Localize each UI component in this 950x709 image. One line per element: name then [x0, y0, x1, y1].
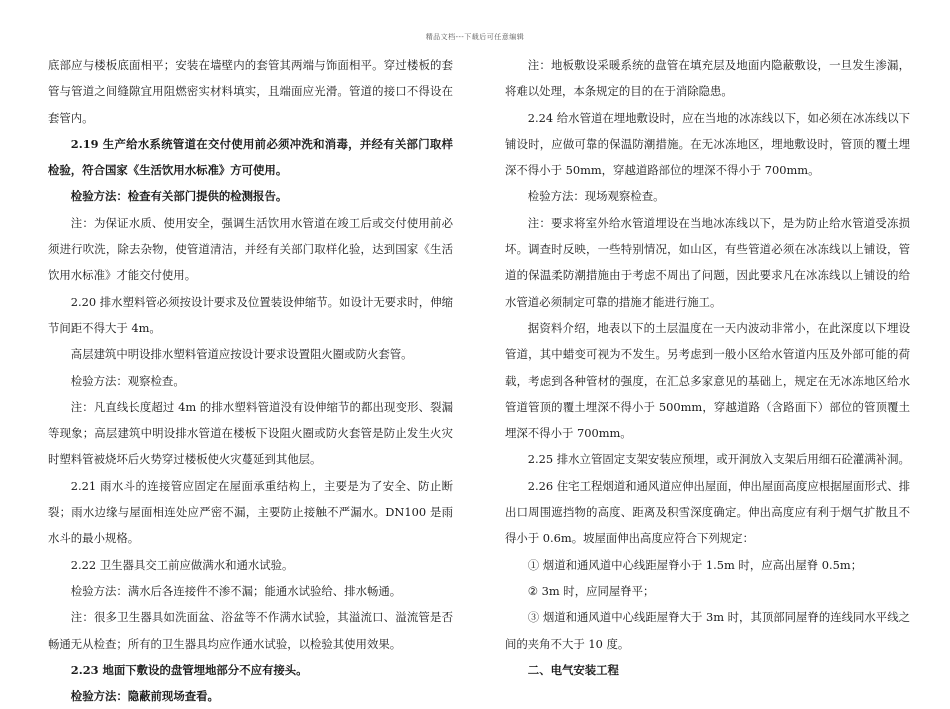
right-paragraph: 注：要求将室外给水管道埋设在当地冰冻线以下，是为防止给水管道受冻损坏。调查时反映，一些特别情况，如山区，有些管道必须在冰冻线以上铺设，管道的保温柔防潮措施由于考虑不周出了问题，因此要求凡在冰冻线以上铺设的给水管道必须制定可靠的措施才能进行施工。: [505, 215, 910, 309]
left-paragraph: 2.19 生产给水系统管道在交付使用前必须冲洗和消毒，并经有关部门取样检验，符合国家《生活饮用水标准》方可使用。: [48, 136, 453, 178]
right-column: [505, 52, 910, 683]
right-paragraph: 2.25 排水立管固定支架安装应预埋，或开洞放入支架后用细石砼灌满补洞。: [527, 452, 910, 467]
left-column: [48, 52, 453, 709]
left-paragraph: 检验方法：检查有关部门提供的检测报告。: [70, 189, 288, 204]
right-paragraph: 2.24 给水管道在埋地敷设时，应在当地的冰冻线以下，如必须在冰冻线以下铺设时，应做可靠的保温防潮措施。在无冰冻地区，埋地敷设时，管顶的覆土埋深不得小于 50mm，穿越道路部位的埋深不得小于 700mm。: [505, 110, 910, 178]
left-paragraph: 注：凡直线长度超过 4m 的排水塑料管道没有设伸缩节的都出现变形、裂漏等现象；高层建筑中明设排水管道在楼板下设阻火圈或防火套管是防止发生火灾时塑料管被烧坏后火势穿过楼板使火灾蔓延到其他层。: [48, 399, 453, 467]
right-paragraph: ③ 烟道和通风道中心线距屋脊大于 3m 时，其顶部同屋脊的连线同水平线之间的夹角不大于 10 度。: [505, 610, 910, 651]
right-paragraph: 二、电气安装工程: [527, 662, 619, 677]
left-paragraph: 高层建筑中明设排水塑料管道应按设计要求设置阻火圈或防火套管。: [70, 347, 413, 362]
right-paragraph: 注：地板敷设采暖系统的盘管在填充层及地面内隐蔽敷设，一旦发生渗漏，将难以处理，本条规定的目的在于消除隐患。: [505, 58, 910, 99]
left-paragraph: 注：很多卫生器具如洗面盆、浴盆等不作满水试验，其溢流口、溢流管是否畅通无从检查；所有的卫生器具均应作通水试验，以检验其使用效果。: [48, 610, 453, 651]
right-paragraph: 据资料介绍，地表以下的土层温度在一天内波动非常小，在此深度以下埋设管道，其中蜡变可视为不发生。另考虑到一般小区给水管道内压及外部可能的荷载，考虑到各种管材的强度，在汇总多家意见的基础上，规定在无冰冻地区给水管道管顶的覆土埋深不得小于 500mm，穿越道路（含路面下）部位的管顶覆土埋深不得小于 700mm。: [505, 320, 910, 441]
left-paragraph: 检验方法：隐蔽前现场查看。: [70, 689, 219, 704]
right-paragraph: ① 烟道和通风道中心线距屋脊小于 1.5m 时，应高出屋脊 0.5m；: [527, 557, 863, 572]
left-paragraph: 2.20 排水塑料管必须按设计要求及位置装设伸缩节。如设计无要求时，伸缩节间距不得大于 4m。: [48, 294, 453, 335]
left-paragraph: 2.21 雨水斗的连接管应固定在屋面承重结构上，主要是为了安全、防止断裂；雨水边缘与屋面相连处应严密不漏，主要防止接触不严漏水。DN100 是雨水斗的最小规格。: [48, 478, 453, 546]
left-paragraph: 底部应与楼板底面相平；安装在墙壁内的套管其两端与饰面相平。穿过楼板的套管与管道之间缝隙宜用阻燃密实材料填实，且端面应光滑。管道的接口不得设在套管内。: [48, 58, 453, 125]
right-paragraph: ② 3m 时，应同屋脊平；: [527, 583, 655, 598]
left-paragraph: 注：为保证水质、使用安全，强调生活饮用水管道在竣工后或交付使用前必须进行吹洗，除去杂物，使管道清洁，并经有关部门取样化验，达到国家《生活饮用水标准》才能交付使用。: [48, 215, 453, 283]
left-paragraph: 检验方法：观察检查。: [70, 373, 185, 388]
left-paragraph: 检验方法：满水后各连接件不渗不漏；能通水试验给、排水畅通。: [70, 583, 402, 598]
page-header: 精品文档---下载后可任意编辑: [425, 33, 525, 41]
left-paragraph: 2.23 地面下敷设的盘管埋地部分不应有接头。: [70, 662, 308, 677]
right-paragraph: 2.26 住宅工程烟道和通风道应伸出屋面，伸出屋面高度应根据屋面形式、排出口周围遮挡物的高度、距离及积雪深度确定。伸出高度应有利于烟气扩散且不得小于 0.6m。坡屋面伸出高度应符合下列规定：: [505, 478, 910, 546]
left-paragraph: 2.22 卫生器具交工前应做满水和通水试验。: [70, 557, 294, 572]
right-paragraph: 检验方法：现场观察检查。: [527, 189, 665, 204]
